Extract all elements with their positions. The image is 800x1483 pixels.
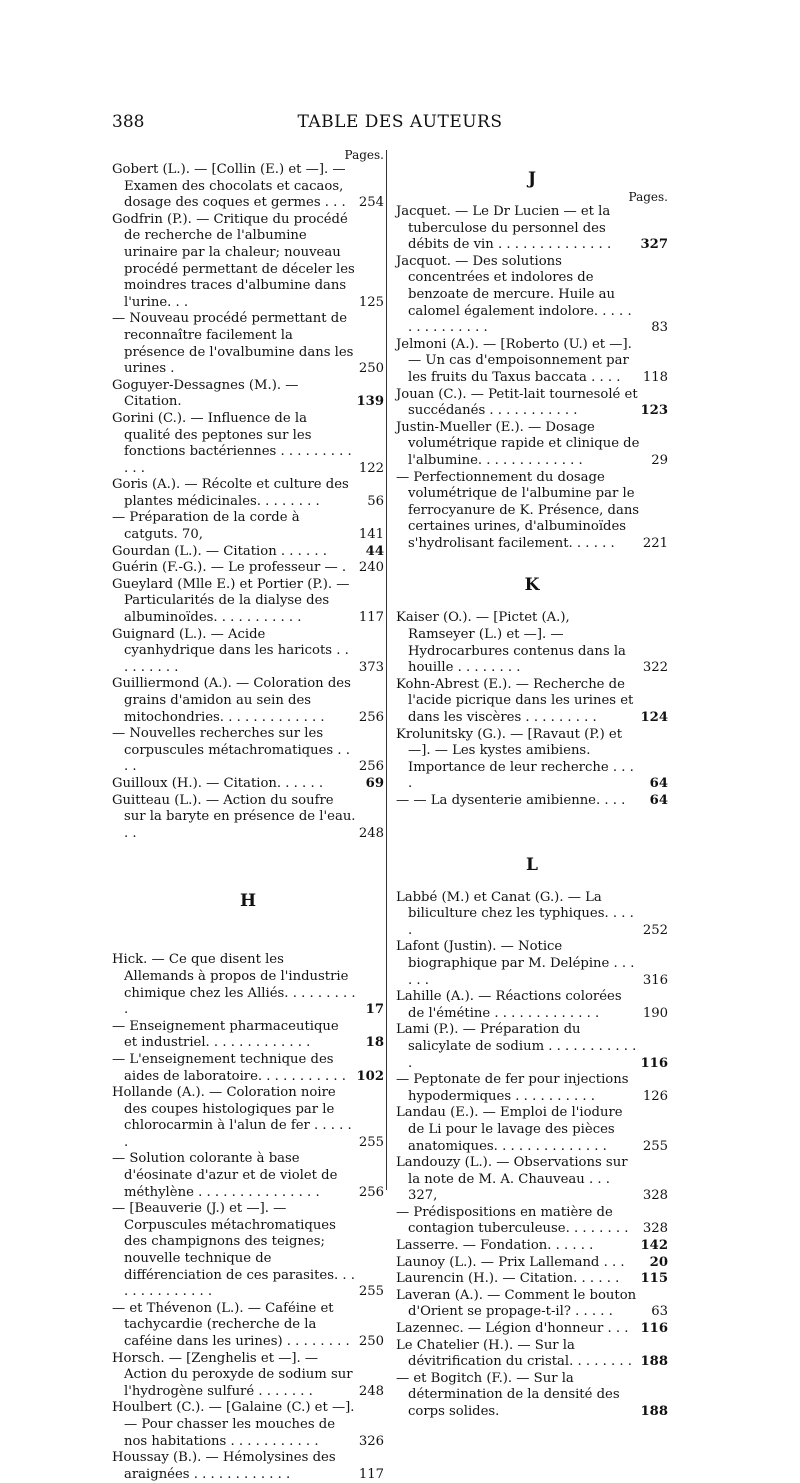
index-entry xyxy=(396,727,668,793)
section-letter-j: J xyxy=(527,169,537,189)
entry-page-number: 188 xyxy=(640,1404,668,1419)
entry-page-number: 250 xyxy=(358,361,384,377)
entry-page-number: 248 xyxy=(358,825,384,841)
entry-text: Landau (E.). — Emploi de l'iodure de Li pour le lavage des pièces anatomiques. . . . . . . . . . . . . . xyxy=(396,1105,623,1154)
entry-text: Kaiser (O.). — [Pictet (A.), Ramseyer (L.) et —]. — Hydrocarbures contenus dans la houille . . . . . . . . xyxy=(396,610,626,676)
index-entry xyxy=(396,387,668,420)
index-entry xyxy=(396,1238,668,1255)
entry-text: — Solution colorante à base d'éosinate d'azur et de violet de méthylène . . . . . . . . . . . . . . . xyxy=(112,1151,338,1200)
entry-text: — Nouveau procédé permettant de reconnaître facilement la présence de l'ovalbumine dans les urines . xyxy=(112,311,354,377)
entry-page-number: 115 xyxy=(640,1271,668,1287)
entry-page-number: 255 xyxy=(358,1134,384,1150)
index-entry xyxy=(396,1288,668,1321)
index-entry xyxy=(396,1205,668,1238)
index-entry xyxy=(112,577,384,627)
entry-text: Goguyer-Dessagnes (M.). — Citation. xyxy=(112,377,299,410)
index-entry xyxy=(112,378,384,411)
entry-text: — — La dysenterie amibienne. . . . xyxy=(396,793,626,808)
entry-page-number: 328 xyxy=(642,1188,668,1204)
entry-text: Guilloux (H.). — Citation. . . . . . xyxy=(112,775,324,791)
entry-text: Laurencin (H.). — Citation. . . . . . xyxy=(396,1271,620,1287)
index-entry xyxy=(112,726,384,776)
entry-page-number: 188 xyxy=(640,1354,668,1370)
index-entry xyxy=(396,939,668,989)
entry-page-number: 117 xyxy=(358,610,384,626)
entry-page-number: 221 xyxy=(642,535,668,551)
entry-text: Jacquet. — Le Dr Lucien — et la tuberculose du personnel des débits de vin . . . . . . . . . . . . . . xyxy=(396,204,612,253)
index-entry xyxy=(112,1019,384,1052)
entry-text: Horsch. — [Zenghelis et —]. — Action du peroxyde de sodium sur l'hydrogène sulfuré . . . . . . . xyxy=(112,1350,353,1399)
entry-text: — Préparation de la corde à catguts. 70, xyxy=(112,510,300,543)
index-section-j xyxy=(396,204,668,552)
entry-page-number: 248 xyxy=(358,1383,384,1399)
index-entry xyxy=(112,1400,384,1450)
entry-page-number: 141 xyxy=(358,527,384,543)
index-entry xyxy=(396,420,668,470)
entry-text: Lahille (A.). — Réactions colorées de l'émétine . . . . . . . . . . . . . xyxy=(396,989,622,1021)
entry-page-number: 240 xyxy=(358,560,384,576)
entry-text: Lami (P.). — Préparation du salicylate de sodium . . . . . . . . . . . . xyxy=(396,1022,637,1071)
index-entry xyxy=(396,1338,668,1371)
pages-label: Pages. xyxy=(344,148,384,162)
column-divider xyxy=(386,150,387,1190)
entry-text: — Perfectionnement du dosage volumétrique de l'albumine par le ferrocyanure de K. Présence, dans certaines urines, d'albuminoïdes s'hydrolisant facilement. . . . . . xyxy=(396,469,640,551)
entry-text: — Nouvelles recherches sur les corpuscules métachromatiques . . . . xyxy=(112,726,350,775)
index-entry xyxy=(112,1201,384,1301)
index-entry xyxy=(112,311,384,377)
entry-page-number: 373 xyxy=(358,659,384,675)
entry-page-number: 83 xyxy=(651,320,668,336)
left-column xyxy=(112,148,384,1483)
entry-text: Hollande (A.). — Coloration noire des coupes histologiques par le chlorocarmin à l'alun de fer . . . . . . xyxy=(112,1085,352,1150)
index-entry xyxy=(112,676,384,726)
index-entry xyxy=(112,627,384,677)
entry-page-number: 116 xyxy=(640,1055,668,1071)
entry-text: Godfrin (P.). — Critique du procédé de recherche de l'albumine urinaire par la chaleur; nouveau procédé permettant de déceler les moindres traces d'albumine dans l'urine. . . xyxy=(112,211,355,310)
page-number: 388 xyxy=(112,112,145,132)
entry-page-number: 18 xyxy=(365,1035,384,1051)
index-entry xyxy=(396,1271,668,1288)
entry-page-number: 118 xyxy=(642,369,668,385)
entry-text: Hick. — Ce que disent les Allemands à propos de l'industrie chimique chez les Alliés. . . . . . . . . . xyxy=(112,952,356,1018)
index-entry xyxy=(112,1151,384,1201)
entry-text: Lafont (Justin). — Notice biographique par M. Delépine . . . . . . xyxy=(396,939,635,988)
index-entry xyxy=(112,162,384,212)
index-section-g xyxy=(112,162,384,842)
entry-page-number: 256 xyxy=(358,709,384,725)
entry-page-number: 124 xyxy=(640,710,668,726)
entry-text: Le Chatelier (H.). — Sur la dévitrification du cristal. . . . . . . . xyxy=(396,1337,632,1370)
entry-page-number: 20 xyxy=(649,1254,668,1270)
index-entry xyxy=(396,793,668,810)
entry-text: — L'enseignement technique des aides de laboratoire. . . . . . . . . . . xyxy=(112,1051,346,1084)
index-entry xyxy=(396,1155,668,1205)
entry-text: Jacquot. — Des solutions concentrées et indolores de benzoate de mercure. Huile au calomel également indolore. . . . . . . . . . . . . . . xyxy=(396,253,632,336)
entry-text: Krolunitsky (G.). — [Ravaut (P.) et —]. — Les kystes amibiens. Importance de leur recherche . . . . xyxy=(396,726,634,792)
entry-text: Jelmoni (A.). — [Roberto (U.) et —]. — Un cas d'empoisonnement par les fruits du Taxus baccata . . . . xyxy=(396,336,632,385)
entry-text: — et Thévenon (L.). — Caféine et tachycardie (recherche de la caféine dans les urines) . . . . . . . . xyxy=(112,1300,350,1349)
entry-text: Lasserre. — Fondation. . . . . . xyxy=(396,1238,594,1254)
index-section-l xyxy=(396,890,668,1421)
index-entry xyxy=(396,1371,668,1421)
index-entry xyxy=(396,254,668,337)
entry-page-number: 322 xyxy=(642,660,668,676)
entry-text: Guignard (L.). — Acide cyanhydrique dans les haricots . . . . . . . . . xyxy=(112,626,349,675)
entry-text: — Peptonate de fer pour injections hypodermiques . . . . . . . . . . xyxy=(396,1072,629,1104)
index-entry xyxy=(396,677,668,727)
index-entry xyxy=(112,952,384,1018)
entry-text: — [Beauverie (J.) et —]. — Corpuscules métachromatiques des champignons des teignes; nouvelle technique de différenciation de ces parasites. . . . . . . . . . . . . . xyxy=(112,1201,355,1300)
entry-page-number: 116 xyxy=(640,1321,668,1337)
entry-page-number: 142 xyxy=(640,1238,668,1254)
entry-page-number: 29 xyxy=(651,452,668,468)
index-entry xyxy=(112,411,384,477)
index-entry xyxy=(396,204,668,254)
entry-page-number: 123 xyxy=(640,403,668,419)
entry-page-number: 256 xyxy=(358,759,384,775)
index-entry xyxy=(112,776,384,793)
entry-text: Guérin (F.-G.). — Le professeur — . xyxy=(112,560,347,576)
entry-page-number: 126 xyxy=(642,1088,668,1104)
index-entry xyxy=(396,337,668,387)
index-entry xyxy=(396,1255,668,1272)
index-entry xyxy=(112,510,384,543)
entry-page-number: 316 xyxy=(642,972,668,988)
entry-page-number: 139 xyxy=(356,394,384,410)
entry-text: Launoy (L.). — Prix Lallemand . . . xyxy=(396,1254,625,1270)
entry-page-number: 326 xyxy=(358,1433,384,1449)
entry-text: — Enseignement pharmaceutique et industriel. . . . . . . . . . . . . xyxy=(112,1018,339,1051)
index-entry xyxy=(112,1085,384,1151)
entry-page-number: 102 xyxy=(356,1068,384,1084)
entry-page-number: 250 xyxy=(358,1334,384,1349)
index-entry xyxy=(112,1052,384,1085)
entry-page-number: 125 xyxy=(358,294,384,310)
pages-label: Pages. xyxy=(628,190,668,204)
entry-text: Lazennec. — Légion d'honneur . . . xyxy=(396,1321,629,1337)
entry-text: Labbé (M.) et Canat (G.). — La biliculture chez les typhiques. . . . . xyxy=(396,889,634,938)
entry-page-number: 328 xyxy=(642,1221,668,1237)
entry-text: Gourdan (L.). — Citation . . . . . . xyxy=(112,543,327,559)
section-letter-l: L xyxy=(526,854,538,875)
index-entry xyxy=(112,1450,384,1483)
entry-text: Gueylard (Mlle E.) et Portier (P.). — Particularités de la dialyse des albuminoïdes. . . . . . . . . . . xyxy=(112,576,350,626)
entry-page-number: 190 xyxy=(642,1005,668,1021)
index-entry xyxy=(112,793,384,843)
section-letter-h: H xyxy=(239,891,257,912)
entry-page-number: 56 xyxy=(367,493,384,509)
entry-text: Guilliermond (A.). — Coloration des grains d'amidon au sein des mitochondries. . . . . . . . . . . . . xyxy=(112,676,351,725)
entry-page-number: 64 xyxy=(649,793,668,808)
entry-page-number: 252 xyxy=(642,922,668,938)
entry-page-number: 255 xyxy=(358,1284,384,1300)
index-entry xyxy=(112,560,384,577)
entry-page-number: 17 xyxy=(365,1002,384,1018)
running-head: TABLE DES AUTEURS xyxy=(297,112,503,132)
index-entry xyxy=(396,610,668,676)
entry-page-number: 63 xyxy=(651,1304,668,1320)
entry-page-number: 254 xyxy=(358,195,384,211)
entry-page-number: 69 xyxy=(365,775,384,791)
index-entry xyxy=(396,890,668,940)
right-column xyxy=(396,148,668,1421)
entry-text: — et Bogitch (F.). — Sur la détermination de la densité des corps solides. xyxy=(396,1370,620,1419)
entry-page-number: 122 xyxy=(358,460,384,476)
entry-text: Justin-Mueller (E.). — Dosage volumétrique rapide et clinique de l'albumine. . . . . . . . . . . . . xyxy=(396,419,640,468)
index-entry xyxy=(396,1022,668,1072)
index-section-k xyxy=(396,610,668,809)
index-section-h xyxy=(112,952,384,1483)
index-entry xyxy=(112,1301,384,1351)
index-entry xyxy=(396,470,668,553)
entry-page-number: 44 xyxy=(365,543,384,559)
entry-text: Jouan (C.). — Petit-lait tournesolé et succédanés . . . . . . . . . . . xyxy=(396,386,638,419)
entry-text: Houssay (B.). — Hémolysines des araignées . . . . . . . . . . . . xyxy=(112,1450,336,1482)
entry-text: — Prédispositions en matière de contagion tuberculeuse. . . . . . . . xyxy=(396,1204,629,1237)
entry-text: Gobert (L.). — [Collin (E.) et —]. — Examen des chocolats et cacaos, dosage des coques et germes . . . xyxy=(112,162,346,211)
entry-text: Kohn-Abrest (E.). — Recherche de l'acide picrique dans les urines et dans les viscères . . . . . . . . . xyxy=(396,676,634,726)
index-entry xyxy=(396,1321,668,1338)
entry-page-number: 256 xyxy=(358,1184,384,1200)
index-entry xyxy=(112,477,384,510)
section-letter-k: K xyxy=(524,575,540,596)
index-entry xyxy=(112,212,384,312)
entry-page-number: 64 xyxy=(649,776,668,792)
entry-text: Laveran (A.). — Comment le bouton d'Orient se propage-t-il? . . . . . xyxy=(396,1287,637,1320)
index-entry xyxy=(396,1105,668,1155)
entry-text: Goris (A.). — Récolte et culture des plantes médicinales. . . . . . . . xyxy=(112,477,349,509)
entry-page-number: 117 xyxy=(358,1466,384,1482)
index-entry xyxy=(112,1351,384,1401)
index-entry xyxy=(396,989,668,1022)
entry-text: Guitteau (L.). — Action du soufre sur la baryte en présence de l'eau. . . xyxy=(112,792,356,841)
entry-text: Houlbert (C.). — [Galaine (C.) et —]. — Pour chasser les mouches de nos habitations . . . . . . . . . . . xyxy=(112,1400,355,1449)
index-entry xyxy=(112,544,384,561)
entry-page-number: 255 xyxy=(642,1138,668,1154)
entry-page-number: 327 xyxy=(640,237,668,253)
entry-text: Landouzy (L.). — Observations sur la note de M. A. Chauveau . . . 327, xyxy=(396,1155,628,1204)
index-entry xyxy=(396,1072,668,1105)
entry-text: Gorini (C.). — Influence de la qualité des peptones sur les fonctions bactériennes . . . . . . . . . . . . xyxy=(112,410,352,476)
